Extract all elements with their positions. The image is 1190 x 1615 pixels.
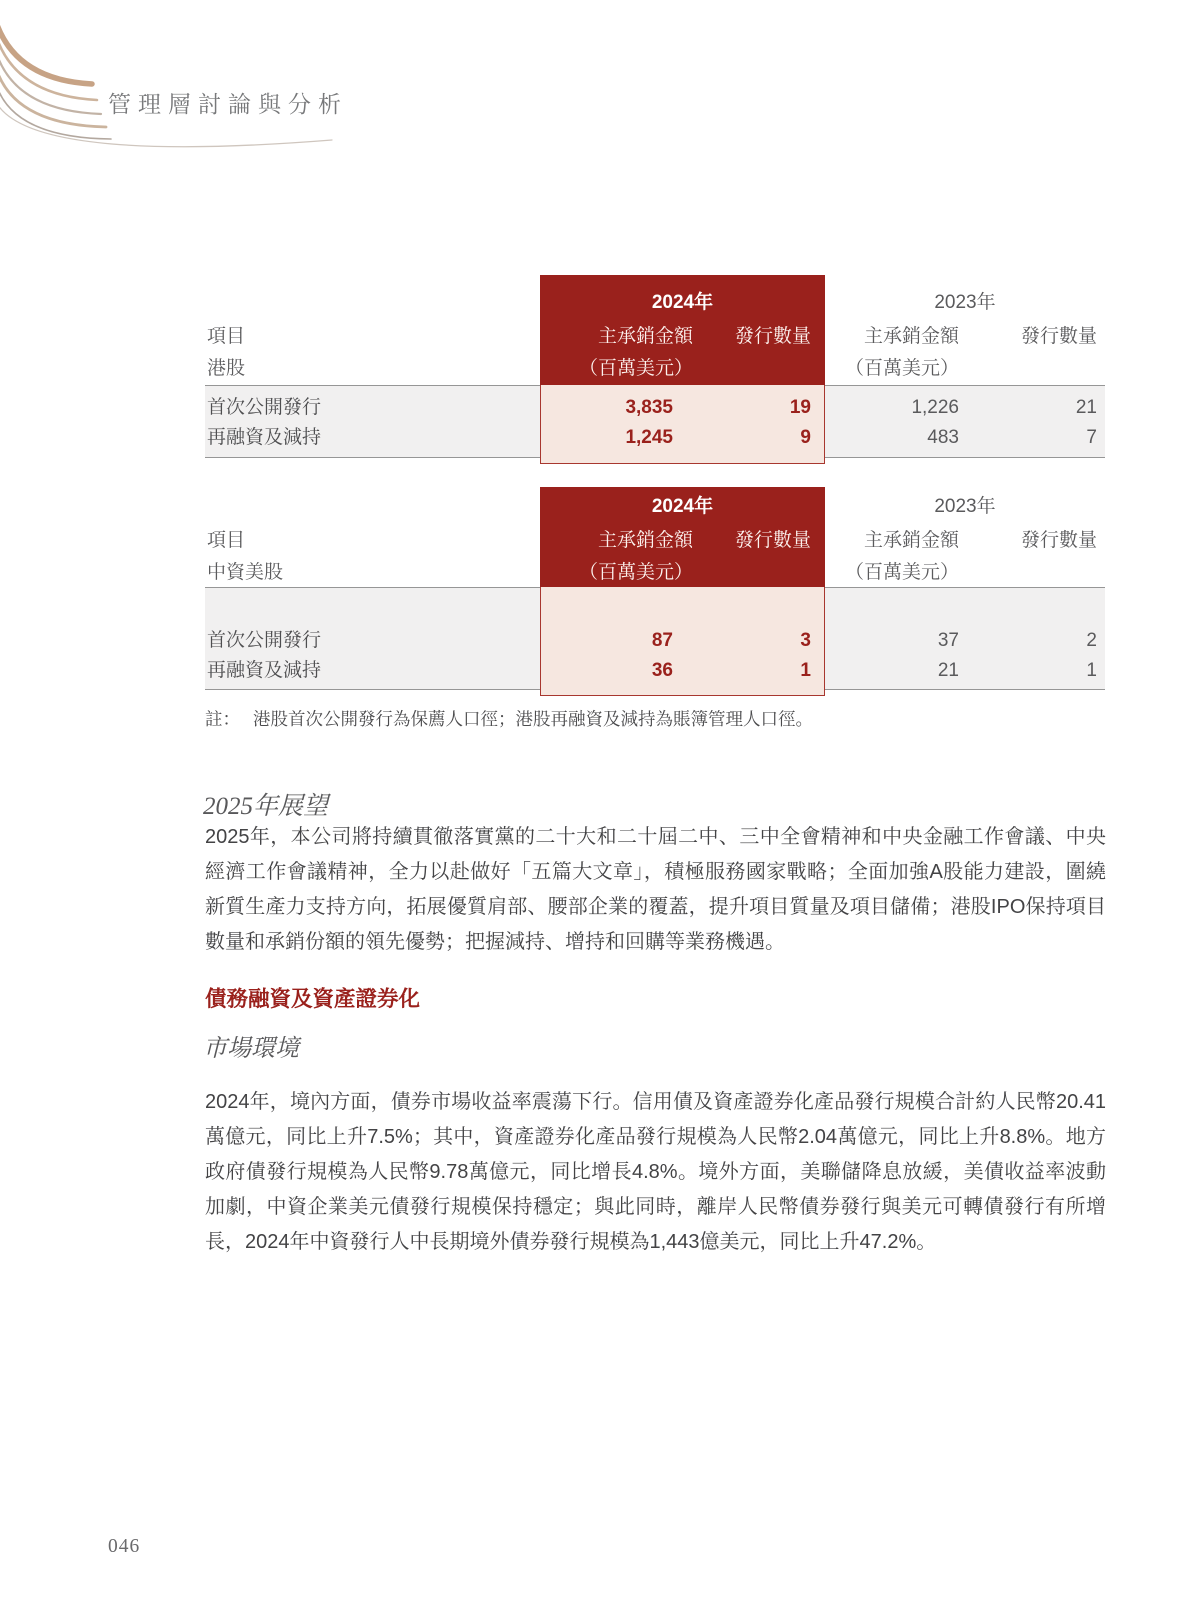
market-environment-paragraph: 2024年，境內方面，債券市場收益率震蕩下行。信用債及資產證券化產品發行規模合計約人民幣20.41萬億元，同比上升7.5%；其中，資產證券化產品發行規模為人民幣2.04萬億元，同比上升8.8%。地方政府債發行規模為人民幣9.78萬億元，同比增長4.8%。境外方面，美聯儲降息放緩，美債收益率波動加劇，中資企業美元債發行規模保持穩定；與此同時，離岸人民幣債券發行與美元可轉債發行有所增長，2024年中資發行人中長期境外債券發行規模為1,443億美元，同比上升47.2%。 xyxy=(205,1091,1106,1253)
item-column-header: 項目 xyxy=(207,530,246,551)
amount-2023-header: 主承銷金額 xyxy=(863,326,959,347)
count-2023-value: 2 xyxy=(1086,630,1097,651)
count-2023-value: 21 xyxy=(1075,397,1097,418)
table-hk-body xyxy=(205,385,1105,458)
row-label: 首次公開發行 xyxy=(207,397,322,418)
amount-2023-header: 主承銷金額 xyxy=(863,530,959,551)
category-label: 港股 xyxy=(207,358,246,379)
footnote-label: 註： xyxy=(205,709,240,729)
table-hk-stocks xyxy=(205,283,1105,458)
year-2024-label: 2024年 xyxy=(651,496,714,517)
row-label: 再融資及減持 xyxy=(207,427,322,448)
year-2023-label: 2023年 xyxy=(934,292,996,313)
unit-2024-label: （百萬美元） xyxy=(578,358,693,379)
unit-2023-label: （百萬美元） xyxy=(844,562,959,583)
table-footnote xyxy=(205,706,1105,732)
market-environment-heading: 市場環境 xyxy=(203,1036,299,1062)
year-2023-label: 2023年 xyxy=(934,496,996,517)
table-row xyxy=(205,393,1105,423)
amount-2024-value: 36 xyxy=(651,660,673,681)
row-label: 再融資及減持 xyxy=(207,660,322,681)
amount-2024-header: 主承銷金額 xyxy=(597,530,693,551)
year-2024-label: 2024年 xyxy=(651,292,714,313)
count-2024-value: 3 xyxy=(800,630,811,651)
amount-2024-header: 主承銷金額 xyxy=(597,326,693,347)
count-2024-value: 9 xyxy=(800,427,811,448)
table-row xyxy=(205,423,1105,453)
amount-2024-value: 87 xyxy=(651,630,673,651)
table-us-listed-chinese xyxy=(205,487,1105,690)
debt-section-heading: 債務融資及資產證券化 xyxy=(205,987,421,1011)
count-2023-header: 發行數量 xyxy=(1020,530,1097,551)
amount-2023-value: 1,226 xyxy=(911,397,959,418)
count-2024-header: 發行數量 xyxy=(734,530,811,551)
count-2024-value: 1 xyxy=(800,660,811,681)
page-number: 046 xyxy=(108,1536,141,1557)
outlook-heading: 2025年展望 xyxy=(203,793,329,820)
category-label: 中資美股 xyxy=(207,562,284,583)
footnote-text: 港股首次公開發行為保薦人口徑；港股再融資及減持為賬簿管理人口徑。 xyxy=(253,709,813,729)
table-hk-header xyxy=(205,283,1105,385)
table-us-header xyxy=(205,487,1105,587)
table-row xyxy=(205,626,1105,656)
table-row xyxy=(205,656,1105,686)
count-2024-header: 發行數量 xyxy=(734,326,811,347)
count-2024-value: 19 xyxy=(789,397,811,418)
page-title: 管理層討論與分析 xyxy=(108,92,348,117)
count-2023-value: 1 xyxy=(1086,660,1097,681)
count-2023-header: 發行數量 xyxy=(1020,326,1097,347)
count-2023-value: 7 xyxy=(1086,427,1097,448)
outlook-paragraph: 2025年，本公司將持續貫徹落實黨的二十大和二十屆二中、三中全會精神和中央金融工作會議、中央經濟工作會議精神，全力以赴做好「五篇大文章」，積極服務國家戰略；全面加強A股能力建設，圍繞新質生產力支持方向，拓展優質肩部、腰部企業的覆蓋，提升項目質量及項目儲備；港股IPO保持項目數量和承銷份額的領先優勢；把握減持、增持和回購等業務機遇。 xyxy=(205,826,1106,953)
amount-2023-value: 483 xyxy=(927,427,959,448)
table-us-body xyxy=(205,587,1105,690)
row-label: 首次公開發行 xyxy=(207,630,322,651)
unit-2023-label: （百萬美元） xyxy=(844,358,959,379)
unit-2024-label: （百萬美元） xyxy=(578,562,693,583)
amount-2024-value: 1,245 xyxy=(625,427,673,448)
item-column-header: 項目 xyxy=(207,326,246,347)
amount-2023-value: 37 xyxy=(937,630,959,651)
amount-2023-value: 21 xyxy=(937,660,959,681)
amount-2024-value: 3,835 xyxy=(625,397,673,418)
